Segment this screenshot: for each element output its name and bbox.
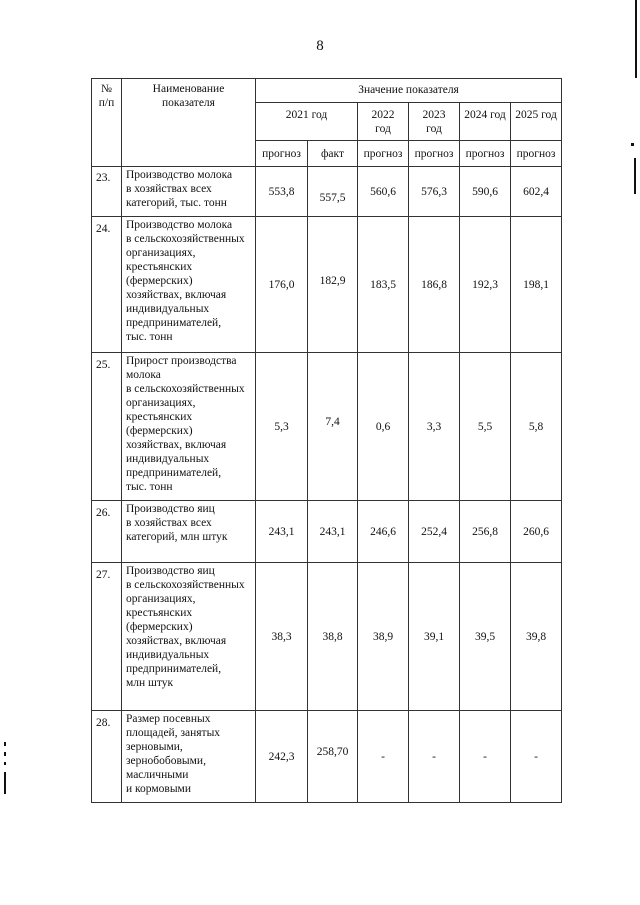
value-cell: 557,5 <box>308 167 358 217</box>
row-name: Производство молока в сельскохозяйственных организациях, крестьянских (фермерских) хозяйствах, включая индивидуальных предпринимателей, тыс. тонн <box>122 217 256 353</box>
value-cell: 553,8 <box>256 167 308 217</box>
row-name: Производство яиц в хозяйствах всех категорий, млн штук <box>122 501 256 563</box>
year-header: 2022 год <box>358 103 409 141</box>
scan-edge-mark <box>4 772 6 794</box>
value-cell: 192,3 <box>460 217 511 353</box>
value-header: Значение показателя <box>256 79 562 103</box>
value-cell: 602,4 <box>511 167 562 217</box>
value-cell: 183,5 <box>358 217 409 353</box>
value-cell: 246,6 <box>358 501 409 563</box>
table-row <box>92 217 562 353</box>
sub-header: прогноз <box>460 141 511 167</box>
value-cell: 38,9 <box>358 563 409 711</box>
year-header: 2025 год <box>511 103 562 141</box>
row-number: 23. <box>92 167 122 217</box>
table-row <box>92 353 562 501</box>
row-number: 27. <box>92 563 122 711</box>
value-cell: 5,5 <box>460 353 511 501</box>
value-cell: 258,70 <box>308 711 358 803</box>
value-cell: 38,8 <box>308 563 358 711</box>
value-cell: 176,0 <box>256 217 308 353</box>
year-header: 2021 год <box>256 103 358 141</box>
sub-header: прогноз <box>409 141 460 167</box>
name-header: Наименование показателя <box>122 79 256 167</box>
scan-edge-mark <box>631 143 634 146</box>
value-cell: 39,5 <box>460 563 511 711</box>
sub-header: прогноз <box>511 141 562 167</box>
row-name: Производство яиц в сельскохозяйственных организациях, крестьянских (фермерских) хозяйствах, включая индивидуальных предпринимателей, млн штук <box>122 563 256 711</box>
page-number: 8 <box>316 38 324 54</box>
value-cell: - <box>358 711 409 803</box>
value-cell: 5,8 <box>511 353 562 501</box>
sub-header: факт <box>308 141 358 167</box>
year-header: 2024 год <box>460 103 511 141</box>
table-row <box>92 501 562 563</box>
row-name: Размер посевных площадей, занятых зерновыми, зернобобовыми, масличными и кормовыми <box>122 711 256 803</box>
table-row <box>92 167 562 217</box>
row-number: 28. <box>92 711 122 803</box>
value-cell: 256,8 <box>460 501 511 563</box>
value-cell: 252,4 <box>409 501 460 563</box>
row-number: 24. <box>92 217 122 353</box>
scan-edge-mark <box>4 762 6 765</box>
row-name: Прирост производства молока в сельскохозяйственных организациях, крестьянских (фермерских) хозяйствах, включая индивидуальных предпринимателей, тыс. тонн <box>122 353 256 501</box>
value-cell: - <box>409 711 460 803</box>
value-cell: 38,3 <box>256 563 308 711</box>
value-cell: 198,1 <box>511 217 562 353</box>
value-cell: - <box>511 711 562 803</box>
value-cell: 576,3 <box>409 167 460 217</box>
sub-header: прогноз <box>358 141 409 167</box>
scan-edge-mark <box>634 158 636 194</box>
scan-edge-mark <box>635 0 637 78</box>
value-cell: 243,1 <box>308 501 358 563</box>
value-cell: 39,1 <box>409 563 460 711</box>
value-cell: 590,6 <box>460 167 511 217</box>
year-header: 2023 год <box>409 103 460 141</box>
scan-edge-mark <box>4 742 6 746</box>
value-cell: 5,3 <box>256 353 308 501</box>
table-row <box>92 711 562 803</box>
value-cell: 0,6 <box>358 353 409 501</box>
value-cell: 560,6 <box>358 167 409 217</box>
scan-edge-mark <box>4 752 6 756</box>
sub-header: прогноз <box>256 141 308 167</box>
value-cell: - <box>460 711 511 803</box>
table-row <box>92 563 562 711</box>
value-cell: 7,4 <box>308 353 358 501</box>
value-cell: 39,8 <box>511 563 562 711</box>
row-number: 26. <box>92 501 122 563</box>
row-number: 25. <box>92 353 122 501</box>
value-cell: 182,9 <box>308 217 358 353</box>
value-cell: 260,6 <box>511 501 562 563</box>
value-cell: 243,1 <box>256 501 308 563</box>
value-cell: 242,3 <box>256 711 308 803</box>
num-header: № п/п <box>92 79 122 167</box>
indicators-table <box>91 78 562 803</box>
value-cell: 186,8 <box>409 217 460 353</box>
value-cell: 3,3 <box>409 353 460 501</box>
row-name: Производство молока в хозяйствах всех категорий, тыс. тонн <box>122 167 256 217</box>
